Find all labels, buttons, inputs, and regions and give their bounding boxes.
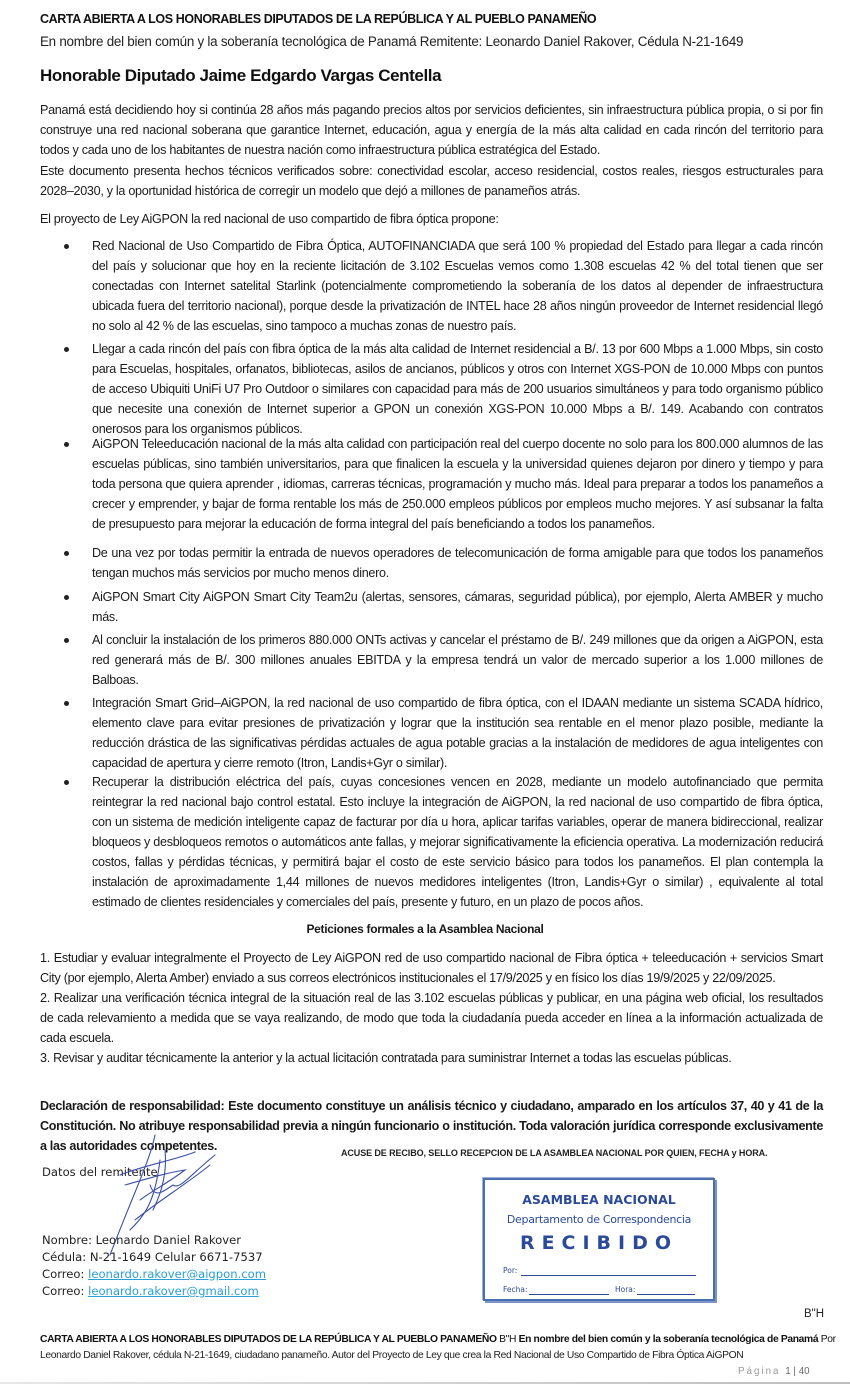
petitions-heading: Peticiones formales a la Asamblea Nacional	[306, 922, 544, 936]
intro-paragraph-3: El proyecto de Ley AiGPON la red nacional de uso compartido de fibra óptica propone:	[40, 212, 499, 226]
proposal-text: Recuperar la distribución eléctrica del país, cuyas concesiones vencen en 2028, mediante un modelo autofinanciado que permita reintegrar la red nacional bajo control estatal. Esto incluye la integración de AiGPON, la red nacional de uso compartido de fibra óptica, con un sistema de medición inteligente capaz de facturar por día u hora, aplicar tarifas variables, operar de manera bidireccional, realizar bloqueos y desbloqueos remotos o automáticos ante fallas, y mejorar significativamente la eficiencia operativa. La modernización reducirá costos, fallas y pérdidas técnicas, y permitirá bajar el costo de este servicio básico para todos los panameños. El plan contempla la instalación de aproximadamente 1,44 millones de nuevos medidores inteligentes (Itron, Landis+Gyr o similar) , equivalente al total estimado de clientes residenciales y comerciales del país, presente y futuro, en un plazo de pocos años.	[92, 775, 823, 909]
proposal-text: Llegar a cada rincón del país con fibra óptica de la más alta calidad de Internet residencial a B/. 13 por 600 Mbps a 1.000 Mbps, sin costo para Escuelas, hospitales, orfanatos, bibliotecas, asilos de ancianos, públicos y otros con Internet XGS-PON de 10.000 Mbps con puntos de acceso Ubiquiti UniFi U7 Pro Outdoor o similares con capacidad para más de 200 usuarios simultáneos y para todo organismo público que necesite una conexión de Internet superior a GPON un conexión XGS-PON 10.000 Mbps a B/. 149. Acabando con contratos onerosos para los organismos públicos.	[92, 342, 823, 436]
receipt-note: ACUSE DE RECIBO, SELLO RECEPCION DE LA ASAMBLEA NACIONAL POR QUIEN, FECHA y HORA.	[341, 1148, 768, 1158]
bullet-icon	[64, 244, 69, 249]
bh-mark: B"H	[804, 1308, 825, 1320]
page-total: 40	[798, 1366, 810, 1377]
footer-line-1	[40, 1334, 836, 1345]
stamp-title: ASAMBLEA NACIONAL	[522, 1192, 676, 1207]
footer-by: Por	[818, 1334, 836, 1345]
page-current: 1	[785, 1366, 791, 1377]
proposal-item	[92, 772, 823, 912]
proposal-item	[92, 630, 823, 690]
email-label: Correo:	[42, 1267, 85, 1281]
sender-email-row-2	[42, 1283, 266, 1300]
letter-subtitle: En nombre del bien común y la soberanía tecnológica de Panamá Remitente: Leonardo Daniel Rakover, Cédula N-21-1649	[40, 34, 744, 49]
stamp-time-label: Hora:	[615, 1285, 636, 1294]
proposal-item	[92, 236, 823, 336]
stamp-department: Departamento de Correspondencia	[506, 1213, 692, 1226]
stamp-by-label: Por:	[503, 1266, 518, 1275]
bullet-icon	[64, 551, 69, 556]
stamp-date-line	[529, 1294, 609, 1295]
bullet-icon	[64, 701, 69, 706]
bullet-icon	[64, 347, 69, 352]
petition-item: 2. Realizar una verificación técnica integral de la situación real de las 3.102 escuelas públicas y publicar, en una página web oficial, los resultados de cada relevamiento a medida que se vaya realizando, de modo que toda la ciudadanía pueda acceder en línea a la información actualizada de cada escuela.	[40, 991, 823, 1045]
sender-label: Datos del remitente	[42, 1165, 158, 1179]
email-link-aigpon[interactable]: leonardo.rakover@aigpon.com	[88, 1267, 267, 1281]
stamp-time-line	[637, 1294, 695, 1295]
reception-stamp	[483, 1178, 715, 1301]
proposal-item	[92, 339, 823, 439]
petition-item: 1. Estudiar y evaluar integralmente el Proyecto de Ley AiGPON red de uso compartido nacional de Fibra óptica + teleeducación + servicios Smart City (por ejemplo, Alerta Amber) enviado a sus correos electrónicos institucionales el 17/9/2025 y en físico los días 19/9/2025 y 22/09/2025.	[40, 951, 823, 985]
stamp-status: RECIBIDO	[519, 1232, 679, 1254]
petitions-list	[40, 948, 823, 1068]
proposal-item	[92, 693, 823, 773]
footer-motto: En nombre del bien común y la soberanía tecnológica de Panamá	[518, 1334, 819, 1345]
proposal-text: Red Nacional de Uso Compartido de Fibra Óptica, AUTOFINANCIADA que será 100 % propiedad del Estado para llegar a cada rincón del país y solucionar que hoy en la reciente licitación de 3.102 Escuelas vemos como 1.308 escuelas 42 % del total tienen que ser conectadas con Internet satelital Starlink (potencialmente comprometiendo la soberanía de los datos al depender de infraestructura ubicada fuera del territorio nacional), porque desde la privatización de INTEL hace 28 años ningún proveedor de Internet residencial llegó no solo al 42 % de las escuelas, sino tampoco a muchas zonas de nuestro país.	[92, 239, 823, 333]
proposal-item	[92, 434, 823, 534]
sender-id-phone: Cédula: N-21-1649 Celular 6671-7537	[42, 1250, 263, 1264]
proposal-text: Al concluir la instalación de los primeros 880.000 ONTs activas y cancelar el préstamo de B/. 249 millones que da origen a AiGPON, esta red generará más de B/. 300 millones anuales EBITDA y la empresa tendrá un valor de mercado superior a los 1.000 millones de Balboas.	[92, 633, 823, 687]
proposal-text: AiGPON Teleeducación nacional de la más alta calidad con participación real del cuerpo docente no solo para los 800.000 alumnos de las escuelas públicas, sino también universitarios, para que finalicen la escuela y la universidad quienes dejaron por dinero y tiempo y para toda persona que quiera aprender , idiomas, carreras técnicas, programación y mucho más. Ideal para preparar a todos los panameños a crecer y emprender, y bajar de forma rentable los más de 250.000 empleos públicos por empleos mucho mejores. Y así subsanar la falta de presupuesto para mejorar la educación de forma integral del país beneficiando a todos los panameños.	[92, 437, 823, 531]
footer-line-2: Leonardo Daniel Rakover, cédula N-21-1649, ciudadano panameño. Autor del Proyecto de Ley que crea la Red Nacional de Uso Compartido de Fibra Óptica AiGPON	[40, 1350, 744, 1361]
page-edge	[0, 1382, 850, 1384]
addressee-heading: Honorable Diputado Jaime Edgardo Vargas Centella	[40, 66, 442, 85]
sender-email-row-1	[42, 1266, 266, 1283]
sender-name: Nombre: Leonardo Daniel Rakover	[42, 1233, 241, 1247]
footer-title: CARTA ABIERTA A LOS HONORABLES DIPUTADOS DE LA REPÚBLICA Y AL PUEBLO PANAMEÑO	[40, 1334, 497, 1345]
intro-paragraph-1: Panamá está decidiendo hoy si continúa 28 años más pagando precios altos por servicios deficientes, sin infraestructura pública propia, o si por fin construye una red nacional soberana que garantice Internet, educación, agua y energía de la más alta calidad en cada rincón del territorio para todos y cada uno de los habitantes de nuestra nación como infraestructura pública estratégica del Estado.	[40, 103, 823, 157]
sender-details	[42, 1232, 266, 1300]
page-separator: |	[790, 1366, 799, 1377]
bullet-icon	[64, 780, 69, 785]
proposal-item	[92, 543, 823, 583]
email-link-gmail[interactable]: leonardo.rakover@gmail.com	[88, 1284, 259, 1298]
footer-bh: B"H	[496, 1334, 519, 1345]
letter-title: CARTA ABIERTA A LOS HONORABLES DIPUTADOS DE LA REPÚBLICA Y AL PUEBLO PANAMEÑO	[40, 12, 597, 26]
bullet-icon	[64, 638, 69, 643]
proposal-text: De una vez por todas permitir la entrada de nuevos operadores de telecomunicación de forma amigable para que todos los panameños tengan muchos más servicios por mucho menos dinero.	[92, 546, 823, 580]
responsibility-declaration: Declaración de responsabilidad: Este documento constituye un análisis técnico y ciudadano, amparado en los artículos 37, 40 y 41 de la Constitución. No atribuye responsabilidad previa a ningún funcionario o institución. Toda valoración jurídica corresponde exclusivamente a las autoridades competentes.	[40, 1099, 823, 1153]
proposal-text: Integración Smart Grid–AiGPON, la red nacional de uso compartido de fibra óptica, con el IDAAN mediante un sistema SCADA hídrico, elemento clave para evitar presiones de privatización y lograr que la institución sea rentable en el menor plazo posible, mediante la reducción drástica de las significativas pérdidas actuales de agua potable gracias a la instalación de medidores de agua inteligentes con capacidad de apertura y cierre remoto (Itron, Landis+Gyr o similar).	[92, 696, 823, 770]
intro-paragraph-2: Este documento presenta hechos técnicos verificados sobre: conectividad escolar, acceso residencial, costos reales, riesgos estructurales para 2028–2030, y la oportunidad histórica de corregir un modelo que dejó a millones de panameños atrás.	[40, 164, 823, 198]
page-number	[738, 1366, 810, 1377]
proposal-item	[92, 587, 823, 627]
email-label: Correo:	[42, 1284, 85, 1298]
bullet-icon	[64, 442, 69, 447]
stamp-by-line	[521, 1275, 696, 1276]
stamp-date-label: Fecha:	[503, 1285, 528, 1294]
bullet-icon	[64, 595, 69, 600]
page-label: Página	[738, 1366, 781, 1377]
petition-item: 3. Revisar y auditar técnicamente la anterior y la actual licitación contratada para suministrar Internet a todas las escuelas públicas.	[40, 1051, 732, 1065]
proposal-text: AiGPON Smart City AiGPON Smart City Team2u (alertas, sensores, cámaras, seguridad pública), por ejemplo, Alerta AMBER y mucho más.	[92, 590, 823, 624]
